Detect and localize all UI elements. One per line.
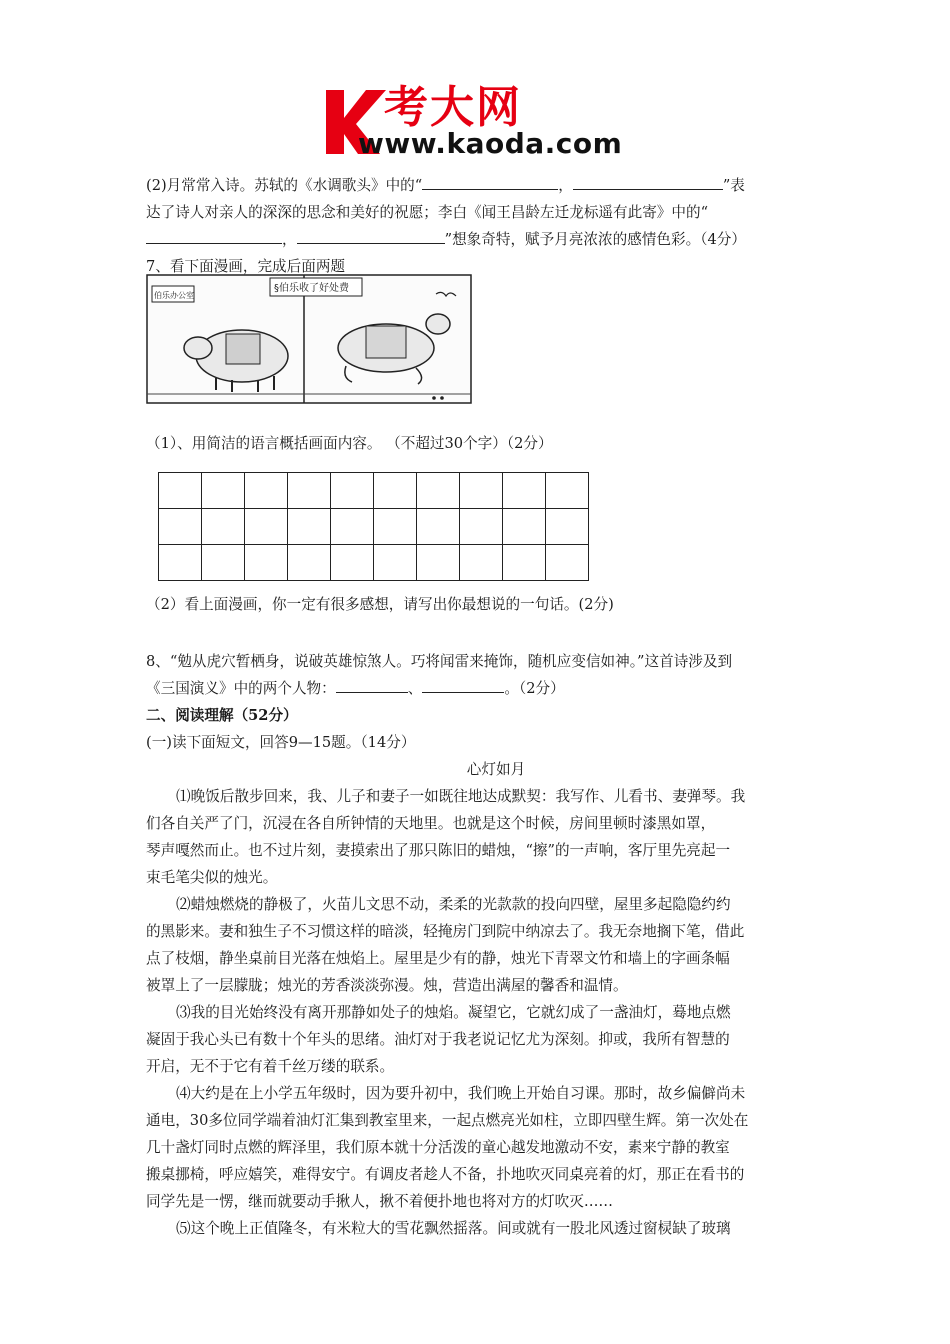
paragraph-3-line: 开启，无不于它有着千丝万缕的联系。 bbox=[146, 1058, 395, 1075]
logo-url-text: www.kaoda.com bbox=[358, 127, 623, 160]
essay-paragraphs bbox=[146, 783, 810, 1242]
q6-line-3: ， ”想象奇特，赋予月亮浓浓的感情色彩。（4分） bbox=[146, 226, 810, 253]
paragraph-4-line: 通电，30多位同学端着油灯汇集到教室里来，一起点燃亮光如柱，立即四壁生辉。第一次处在 bbox=[146, 1112, 749, 1129]
section-heading: 二、阅读理解（52分） bbox=[146, 707, 298, 724]
q8-blank-2[interactable] bbox=[422, 676, 504, 693]
logo-brand-text: 考大网 bbox=[384, 82, 522, 133]
q6-blank-2[interactable] bbox=[573, 173, 723, 190]
q6-blank-4[interactable] bbox=[297, 227, 445, 244]
q8-line-2: 《三国演义》中的两个人物： 、 。（2分） bbox=[146, 675, 810, 702]
paragraph-1-line: ⑴晚饭后散步回来，我、儿子和妻子一如既往地达成默契：我写作、儿看书、妻弹琴。我 bbox=[176, 788, 746, 805]
section-sub: (一)读下面短文，回答9—15题。（14分） bbox=[146, 734, 416, 751]
q8-blank-1[interactable] bbox=[336, 676, 408, 693]
paragraph-4-line: 几十盏灯同时点燃的辉泽里，我们原本就十分活泼的童心越发地激动不安，素来宁静的教室 bbox=[146, 1139, 730, 1156]
q8-line-1: 8、“勉从虎穴暂栖身，说破英雄惊煞人。巧将闻雷来掩饰，随机应变信如神。”这首诗涉及到 bbox=[146, 653, 733, 670]
q6-line-1: (2)月常常入诗。苏轼的《水调歌头》中的“ ， ”表 bbox=[146, 172, 810, 199]
q6-blank-1[interactable] bbox=[422, 173, 558, 190]
paragraph-3-line: 凝固于我心头已有数十个年头的思绪。油灯对于我老说记忆尤为深刻。抑或，我所有智慧的 bbox=[146, 1031, 730, 1048]
document-body bbox=[146, 172, 810, 1242]
q7-question-2: （2）看上面漫画，你一定有很多感想，请写出你最想说的一句话。(2分) bbox=[146, 596, 614, 613]
essay-title: 心灯如月 bbox=[466, 761, 526, 778]
paragraph-2-line: ⑵蜡烛燃烧的静极了，火苗儿文思不动，柔柔的光款款的投向四壁，屋里多起隐隐约约 bbox=[176, 896, 731, 913]
paragraph-4-line: 搬桌挪椅，呼应嬉笑，难得安宁。有调皮者趁人不备，扑地吹灭同桌亮着的灯，那正在看书的 bbox=[146, 1166, 745, 1183]
paragraph-1-line: 束毛笔尖似的烛光。 bbox=[146, 869, 278, 886]
paragraph-1-line: 们各自关严了门，沉浸在各自所钟情的天地里。也就是这个时候，房间里顿时漆黑如罩， bbox=[146, 815, 716, 832]
kaoda-logo bbox=[318, 84, 648, 160]
paragraph-1-line: 琴声嘎然而止。也不过片刻，妻摸索出了那只陈旧的蜡烛，“擦”的一声响，客厅里先亮起一 bbox=[146, 842, 731, 859]
paragraph-2-line: 点了枝烟，静坐桌前目光落在烛焰上。屋里是少有的静，烛光下青翠文竹和墙上的字画条幅 bbox=[146, 950, 730, 967]
comic-caption: §伯乐收了好处费 bbox=[274, 283, 349, 294]
q6-blank-3[interactable] bbox=[146, 227, 282, 244]
comic-left-sign: 伯乐办公室 bbox=[154, 291, 194, 300]
q6-line-2: 达了诗人对亲人的深深的思念和美好的祝愿；李白《闻王昌龄左迁龙标遥有此寄》中的“ bbox=[146, 204, 709, 221]
paragraph-4-line: ⑷大约是在上小学五年级时，因为要升初中，我们晚上开始自习课。那时，故乡偏僻尚未 bbox=[176, 1085, 746, 1102]
paragraph-3-line: ⑶我的目光始终没有离开那静如处子的烛焰。凝望它，它就幻成了一盏油灯，蓦地点燃 bbox=[176, 1004, 731, 1021]
paragraph-5-line: ⑸这个晚上正值隆冬，有米粒大的雪花飘然摇落。间或就有一股北风透过窗棂缺了玻璃 bbox=[176, 1220, 731, 1237]
paragraph-2-line: 的黑影来。妻和独生子不习惯这样的暗淡，轻掩房门到院中纳凉去了。我无奈地搁下笔，借此 bbox=[146, 923, 745, 940]
q7-question-1: （1）、用简洁的语言概括画面内容。 （不超过30个字）（2分） bbox=[146, 435, 553, 452]
paragraph-4-line: 同学先是一愣，继而就要动手揪人，揪不着便扑地也将对方的灯吹灭…… bbox=[146, 1193, 614, 1210]
q7-title: 7、看下面漫画，完成后面两题 bbox=[146, 258, 346, 275]
paragraph-2-line: 被罩上了一层朦胧；烛光的芳香淡淡弥漫。烛，营造出满屋的馨香和温情。 bbox=[146, 977, 628, 994]
